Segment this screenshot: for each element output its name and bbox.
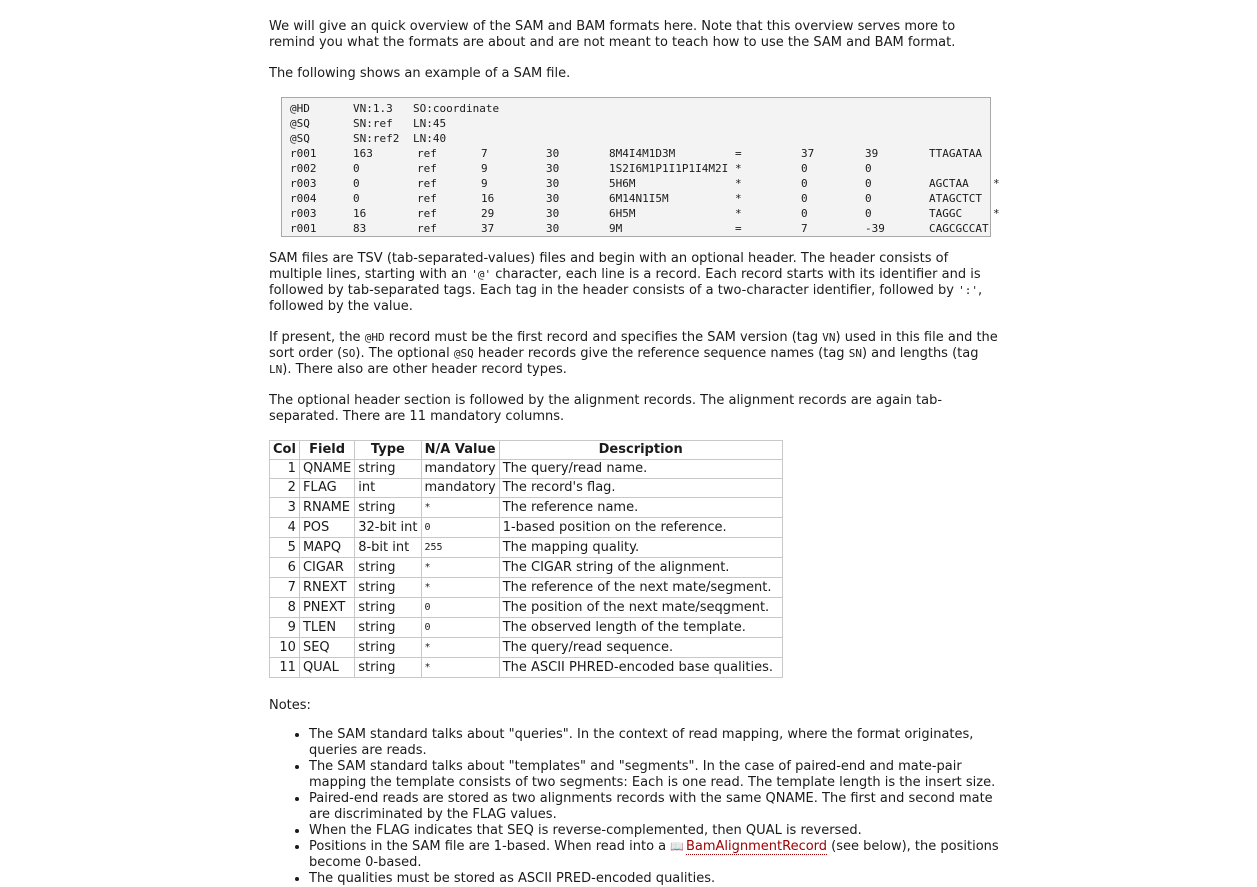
code-cell: @SQ <box>290 117 310 130</box>
cell-col: 9 <box>270 618 300 638</box>
table-row <box>270 578 783 598</box>
code-cell: = <box>735 222 742 235</box>
na-code: 0 <box>424 622 431 633</box>
text: ) used in this file and the sort order ( <box>269 330 998 361</box>
text: ). The optional <box>355 346 454 361</box>
code-cell: SN:ref2 <box>353 132 400 145</box>
na-code: * <box>424 562 431 573</box>
code-cell: ref <box>417 162 437 175</box>
text: ) and lengths (tag <box>861 346 979 361</box>
notes-list <box>269 727 1004 887</box>
list-item: • The qualities must be stored as ASCII PRED-encoded qualities. <box>309 871 1004 887</box>
header-col: Col <box>270 441 300 460</box>
cell-na <box>421 538 499 558</box>
cell-desc: The record's flag. <box>499 479 782 498</box>
code-cell: * <box>735 162 742 175</box>
cell-type: string <box>355 618 421 638</box>
code-cell: 0 <box>865 192 872 205</box>
table-header-row <box>270 441 783 460</box>
cell-col: 11 <box>270 658 300 678</box>
cell-field: TLEN <box>299 618 354 638</box>
cell-type: string <box>355 498 421 518</box>
example-intro: The following shows an example of a SAM file. <box>269 66 571 81</box>
na-code: 0 <box>424 522 431 533</box>
cell-na <box>421 638 499 658</box>
text: Positions in the SAM file are 1-based. When read into a <box>309 839 671 854</box>
cell-col: 3 <box>270 498 300 518</box>
code-cell: ref <box>417 207 437 220</box>
code-cell: 0 <box>353 162 360 175</box>
code-cell: 30 <box>546 147 560 160</box>
table-row <box>270 598 783 618</box>
list-item: • The SAM standard talks about "templates" and "segments". In the case of paired-end and mate-pair mapping the template consists of two segments: Each is one read. The template length is the insert size. <box>309 759 1004 791</box>
code-cell: 39 <box>865 147 879 160</box>
code-cell: 0 <box>865 177 872 190</box>
code-sq: @SQ <box>453 347 474 360</box>
table-row <box>270 538 783 558</box>
code-cell: 8M4I4M1D3M <box>609 147 676 160</box>
code-cell: LN:40 <box>413 132 447 145</box>
cell-col: 6 <box>270 558 300 578</box>
notes-label: Notes: <box>269 698 311 713</box>
cell-type: string <box>355 558 421 578</box>
text: character, each line is a record. Each record starts with its identifier and is followed by tab-separated tags. Each tag in the header consists of a two-character identifier, followed by <box>269 267 981 298</box>
cell-na <box>421 598 499 618</box>
code-cell: SO:coordinate <box>413 102 500 115</box>
sam-example-code <box>281 97 1000 237</box>
code-cell: 0 <box>801 207 808 220</box>
table-row <box>270 479 783 498</box>
cell-type: string <box>355 578 421 598</box>
code-colon: ':' <box>958 284 979 297</box>
table-row <box>270 460 783 479</box>
code-cell: 6M14N1I5M <box>609 192 669 205</box>
alignment-records-paragraph: The optional header section is followed by the alignment records. The alignment records are again tab-separated. There are 11 mandatory columns. <box>269 393 943 424</box>
header-field: Field <box>299 441 354 460</box>
cell-type: string <box>355 638 421 658</box>
code-cell: 1S2I6M1P1I1P1I4M2I <box>609 162 729 175</box>
cell-field: RNAME <box>299 498 354 518</box>
cell-na <box>421 578 499 598</box>
cell-col: 1 <box>270 460 300 479</box>
book-icon: 📖 <box>670 840 684 853</box>
list-item: • The SAM standard talks about "queries". In the context of read mapping, where the format originates, queries are reads. <box>309 727 1004 759</box>
code-cell: SN:ref <box>353 117 393 130</box>
text: header records give the reference sequence names (tag <box>473 346 849 361</box>
code-so: SO <box>342 347 356 360</box>
cell-field: FLAG <box>299 479 354 498</box>
list-item <box>309 839 1004 871</box>
cell-desc: The observed length of the template. <box>499 618 782 638</box>
code-cell: 0 <box>801 192 808 205</box>
code-cell: AGCTAA <box>929 177 969 190</box>
code-cell: -39 <box>865 222 885 235</box>
cell-type: int <box>355 479 421 498</box>
code-cell: r001 <box>290 222 317 235</box>
cell-col: 10 <box>270 638 300 658</box>
code-cell: * <box>993 207 1000 220</box>
intro-paragraph: We will give an quick overview of the SAM and BAM formats here. Note that this overview serves more to remind you what the formats are about and are not meant to teach how to use the SAM and BAM format. <box>269 19 956 50</box>
cell-desc: The mapping quality. <box>499 538 782 558</box>
cell-field: CIGAR <box>299 558 354 578</box>
cell-col: 4 <box>270 518 300 538</box>
header-description: Description <box>499 441 782 460</box>
text: SAM files are TSV (tab-separated-values) files and begin with an optional header. The header consists of multiple lines, starting with an <box>269 251 949 282</box>
code-cell: * <box>735 192 742 205</box>
code-cell: ref <box>417 192 437 205</box>
code-cell: 5H6M <box>609 177 636 190</box>
code-at: '@' <box>471 268 492 281</box>
code-cell: ref <box>417 177 437 190</box>
cell-type: string <box>355 658 421 678</box>
cell-desc: The reference of the next mate/segment. <box>499 578 782 598</box>
code-cell: 83 <box>353 222 367 235</box>
code-cell: 7 <box>481 147 488 160</box>
cell-desc: The reference name. <box>499 498 782 518</box>
table-row <box>270 618 783 638</box>
cell-na: mandatory <box>421 479 499 498</box>
code-cell: * <box>735 177 742 190</box>
cell-col: 5 <box>270 538 300 558</box>
code-cell: 30 <box>546 192 560 205</box>
cell-na <box>421 618 499 638</box>
na-code: 0 <box>424 602 431 613</box>
na-code: 255 <box>424 542 443 553</box>
code-cell: * <box>993 177 1000 190</box>
code-cell: * <box>735 207 742 220</box>
mandatory-columns-table <box>269 440 783 678</box>
text: record must be the first record and specifies the SAM version (tag <box>384 330 823 345</box>
code-cell: 30 <box>546 207 560 220</box>
header-type: Type <box>355 441 421 460</box>
cell-type: string <box>355 460 421 479</box>
code-cell: 16 <box>481 192 495 205</box>
code-cell: 29 <box>481 207 495 220</box>
cell-desc: 1-based position on the reference. <box>499 518 782 538</box>
code-cell: r002 <box>290 162 317 175</box>
code-cell: 6H5M <box>609 207 636 220</box>
cell-col: 2 <box>270 479 300 498</box>
code-cell: 16 <box>353 207 367 220</box>
code-cell: r001 <box>290 147 317 160</box>
code-cell: 30 <box>546 162 560 175</box>
cell-type: 8-bit int <box>355 538 421 558</box>
na-code: * <box>424 502 431 513</box>
code-cell: r003 <box>290 177 317 190</box>
code-cell: 9 <box>481 177 488 190</box>
code-cell: 9 <box>481 162 488 175</box>
cell-na <box>421 658 499 678</box>
table-row <box>270 638 783 658</box>
code-sn: SN <box>848 347 862 360</box>
cell-col: 7 <box>270 578 300 598</box>
code-cell: = <box>735 147 742 160</box>
code-cell: CAGCGCCAT <box>929 222 989 235</box>
code-cell: r004 <box>290 192 317 205</box>
code-cell: VN:1.3 <box>353 102 393 115</box>
na-code: * <box>424 582 431 593</box>
code-vn: VN <box>822 331 836 344</box>
cell-col: 8 <box>270 598 300 618</box>
cell-field: MAPQ <box>299 538 354 558</box>
cell-field: SEQ <box>299 638 354 658</box>
text: , followed by the value. <box>269 283 983 314</box>
code-cell: 0 <box>353 192 360 205</box>
code-cell: 9M <box>609 222 623 235</box>
sam-description-paragraph <box>269 251 1004 315</box>
code-cell: 0 <box>865 207 872 220</box>
cell-field: QUAL <box>299 658 354 678</box>
code-cell: 163 <box>353 147 373 160</box>
code-cell: TAGGC <box>929 207 963 220</box>
cell-field: RNEXT <box>299 578 354 598</box>
code-cell: ref <box>417 147 437 160</box>
code-cell: 0 <box>865 162 872 175</box>
cell-field: POS <box>299 518 354 538</box>
cell-desc: The query/read sequence. <box>499 638 782 658</box>
code-cell: @HD <box>290 102 310 115</box>
code-cell: 0 <box>801 162 808 175</box>
header-records-paragraph <box>269 330 1004 378</box>
code-cell: 30 <box>546 222 560 235</box>
code-cell: 30 <box>546 177 560 190</box>
na-code: * <box>424 662 431 673</box>
cell-type: string <box>355 598 421 618</box>
code-cell: ref <box>417 222 437 235</box>
list-item: • Paired-end reads are stored as two alignments records with the same QNAME. The first and second mate are discriminated by the FLAG values. <box>309 791 1004 823</box>
code-cell: LN:45 <box>413 117 447 130</box>
cell-desc: The query/read name. <box>499 460 782 479</box>
code-cell: 37 <box>801 147 815 160</box>
text: (see below), the positions become 0-based. <box>309 839 999 870</box>
cell-na <box>421 518 499 538</box>
text: ). There also are other header record types. <box>282 362 567 377</box>
cell-na <box>421 558 499 578</box>
code-cell: ATAGCTCT <box>929 192 982 205</box>
code-ln: LN <box>269 363 283 376</box>
code-cell: 7 <box>801 222 808 235</box>
text: If present, the <box>269 330 365 345</box>
code-cell: TTAGATAA <box>929 147 982 160</box>
code-cell: 0 <box>353 177 360 190</box>
na-code: * <box>424 642 431 653</box>
list-item: • When the FLAG indicates that SEQ is reverse-complemented, then QUAL is reversed. <box>309 823 1004 839</box>
cell-desc: The CIGAR string of the alignment. <box>499 558 782 578</box>
cell-type: 32-bit int <box>355 518 421 538</box>
cell-field: QNAME <box>299 460 354 479</box>
cell-field: PNEXT <box>299 598 354 618</box>
table-row <box>270 498 783 518</box>
main-content <box>269 19 1004 887</box>
table-row <box>270 518 783 538</box>
table-row <box>270 558 783 578</box>
table-body <box>270 460 783 678</box>
cell-na <box>421 498 499 518</box>
cell-desc: The position of the next mate/seqgment. <box>499 598 782 618</box>
code-hd: @HD <box>364 331 385 344</box>
cell-desc: The ASCII PHRED-encoded base qualities. <box>499 658 782 678</box>
code-cell: 37 <box>481 222 495 235</box>
code-cell: @SQ <box>290 132 310 145</box>
cell-na: mandatory <box>421 460 499 479</box>
code-cell: 0 <box>801 177 808 190</box>
code-cell: r003 <box>290 207 317 220</box>
bam-alignment-record-link[interactable]: BamAlignmentRecord <box>685 839 828 854</box>
header-na-value: N/A Value <box>421 441 499 460</box>
table-row <box>270 658 783 678</box>
